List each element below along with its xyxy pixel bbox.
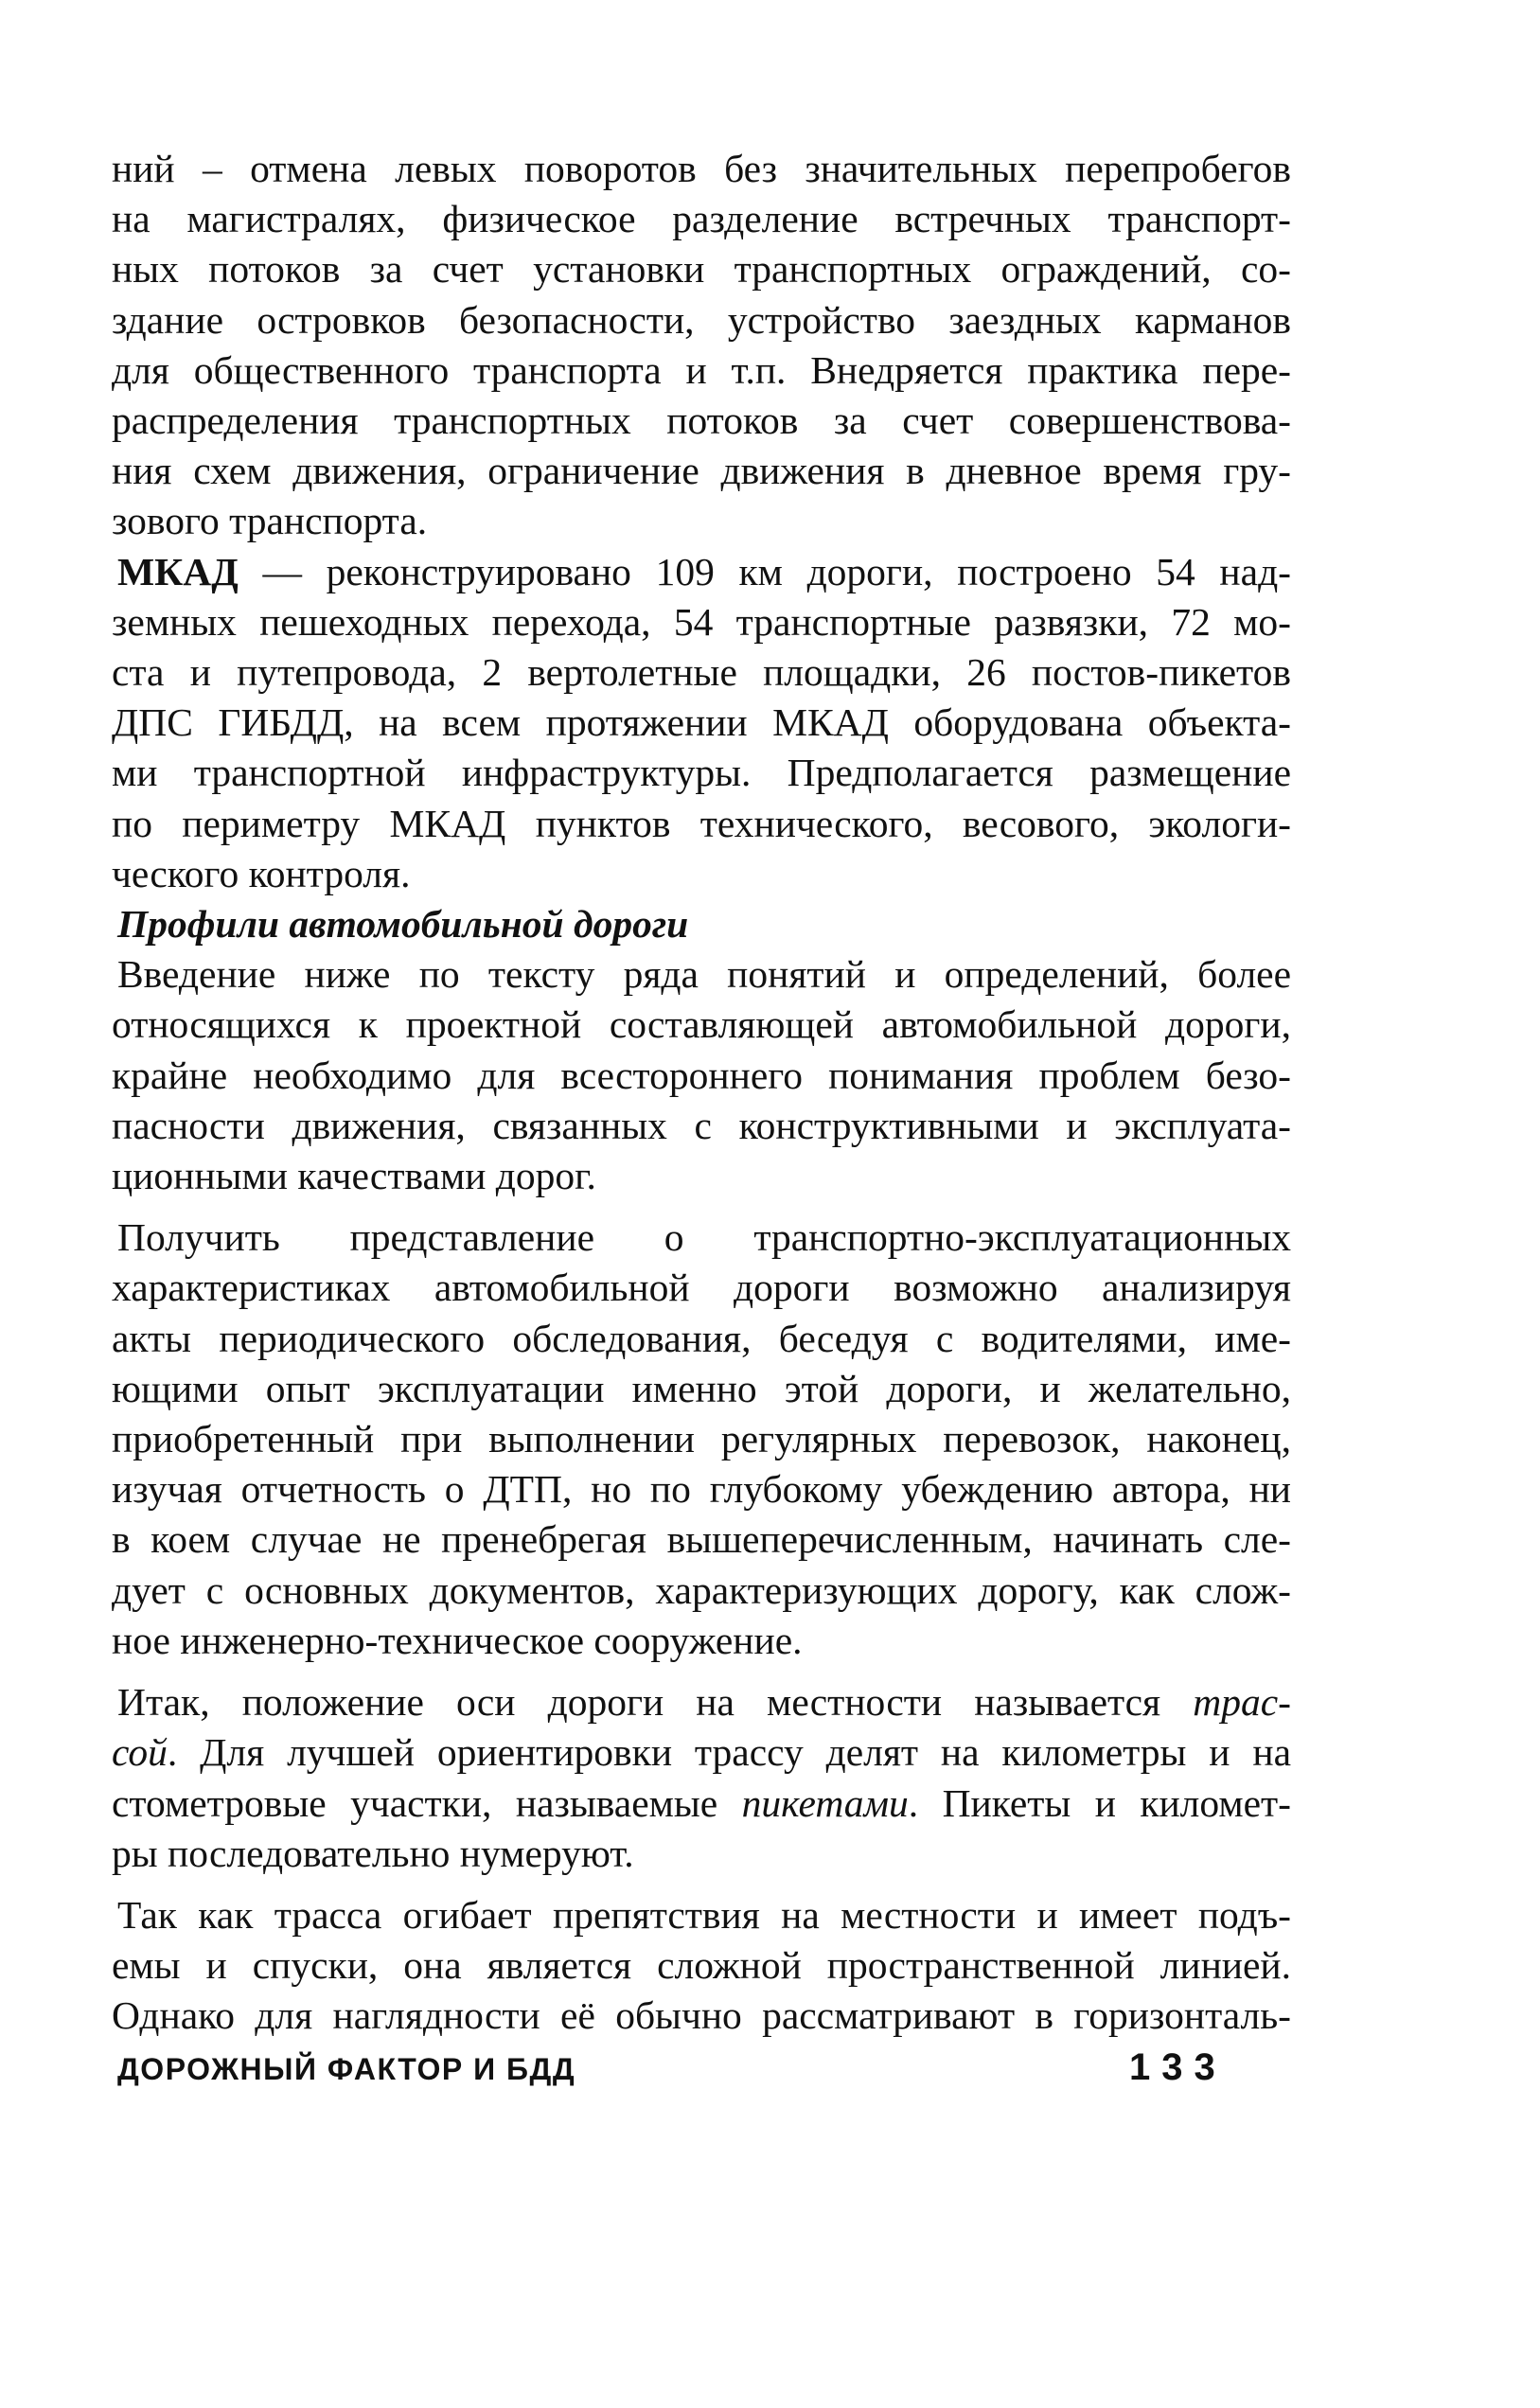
text-line: Введение ниже по тексту ряда понятий и определений, более — [117, 952, 1291, 997]
text-line: пасности движения, связанных с конструктивными и эксплуата- — [112, 1103, 1291, 1147]
mkad-first-line-rest: — реконструировано 109 км дороги, построено 54 над- — [238, 549, 1291, 593]
route-line-2-text: . Для лучшей ориентировки трассу делят на километры и на — [167, 1730, 1291, 1775]
text-line: распределения транспортных потоков за счет совершенствова- — [112, 398, 1291, 443]
running-title: ДОРОЖНЫЙ ФАКТОР И БДД — [117, 2052, 576, 2086]
text-column — [112, 144, 1291, 2042]
text-line: ющими опыт эксплуатации именно этой дороги, и желательно, — [112, 1366, 1291, 1410]
text-line: относящихся к проектной составляющей автомобильной дороги, — [112, 1002, 1291, 1047]
text-line: ний – отмена левых поворотов без значительных перепробегов — [112, 147, 1291, 190]
text-line — [112, 1727, 1291, 1778]
route-line-1-text: Итак, положение оси дороги на местности называется — [117, 1680, 1194, 1725]
term-pickets: пикетами — [741, 1780, 909, 1825]
text-line: ста и путепровода, 2 вертолетные площадки, 26 постов-пикетов — [112, 650, 1291, 695]
paragraph-characteristics — [112, 1213, 1291, 1666]
text-line: Так как трасса огибает препятствия на местности и имеет подъ- — [117, 1892, 1291, 1937]
text-line: ми транспортной инфраструктуры. Предполагается размещение — [112, 751, 1291, 795]
term-route-end: сой — [112, 1730, 168, 1775]
text-line: Однако для наглядности её обычно рассматривают в горизонталь- — [112, 1993, 1291, 2038]
text-line: приобретенный при выполнении регулярных перевозок, наконец, — [112, 1417, 1291, 1461]
route-line-3-text: стометровые участки, называемые — [112, 1780, 742, 1825]
route-line-3-tail: . Пикеты и километ- — [908, 1780, 1291, 1825]
text-line: для общественного транспорта и т.п. Внедряется практика пере- — [112, 347, 1291, 392]
text-line: изучая отчетность о ДТП, но по глубокому убеждению автора, ни — [112, 1467, 1291, 1512]
text-line: акты периодического обследования, беседуя с водителями, име- — [112, 1316, 1291, 1360]
text-line: зового транспорта. — [112, 499, 428, 543]
text-line: крайне необходимо для всестороннего понимания проблем безо- — [112, 1053, 1291, 1097]
paragraph-continuation — [112, 144, 1291, 547]
text-line: емы и спуски, она является сложной пространственной линией. — [112, 1943, 1291, 1988]
page-number: 133 — [1129, 2046, 1227, 2088]
term-route: трас- — [1193, 1680, 1291, 1725]
mkad-lead: МКАД — [117, 549, 239, 593]
section-heading: Профили автомобильной дороги — [117, 902, 689, 947]
text-line: характеристиках автомобильной дороги возможно анализируя — [112, 1266, 1291, 1310]
text-line: дует с основных документов, характеризующих дорогу, как слож- — [112, 1567, 1291, 1612]
text-line: ных потоков за счет установки транспортных ограждений, со- — [112, 247, 1291, 292]
text-line: в коем случае не пренебрегая вышеперечисленным, начинать сле- — [112, 1517, 1291, 1562]
text-line: по периметру МКАД пунктов технического, весового, экологи- — [112, 801, 1291, 845]
text-line: ния схем движения, ограничение движения в дневное время гру- — [112, 449, 1291, 493]
text-line: ческого контроля. — [112, 851, 411, 895]
text-line: ционными качествами дорог. — [112, 1154, 596, 1198]
paragraph-spatial-line — [112, 1890, 1291, 2042]
text-line: Получить представление о транспортно-эксплуатационных — [117, 1215, 1291, 1260]
paragraph-mkad — [112, 547, 1291, 899]
text-line: на магистралях, физическое разделение встречных транспорт- — [112, 197, 1291, 241]
text-line: ДПС ГИБДД, на всем протяжении МКАД оборудована объекта- — [112, 700, 1291, 745]
text-line: ры последовательно нумеруют. — [112, 1831, 634, 1875]
page-footer — [112, 2046, 1248, 2103]
paragraph-route — [112, 1677, 1291, 1879]
text-line — [112, 1677, 1291, 1727]
paragraph-introduction — [112, 949, 1291, 1201]
text-line — [112, 547, 1291, 597]
text-line: здание островков безопасности, устройство заездных карманов — [112, 297, 1291, 342]
text-line: ное инженерно-техническое сооружение. — [112, 1618, 803, 1662]
text-line — [112, 1779, 1291, 1829]
text-line: земных пешеходных перехода, 54 транспортные развязки, 72 мо- — [112, 599, 1291, 644]
